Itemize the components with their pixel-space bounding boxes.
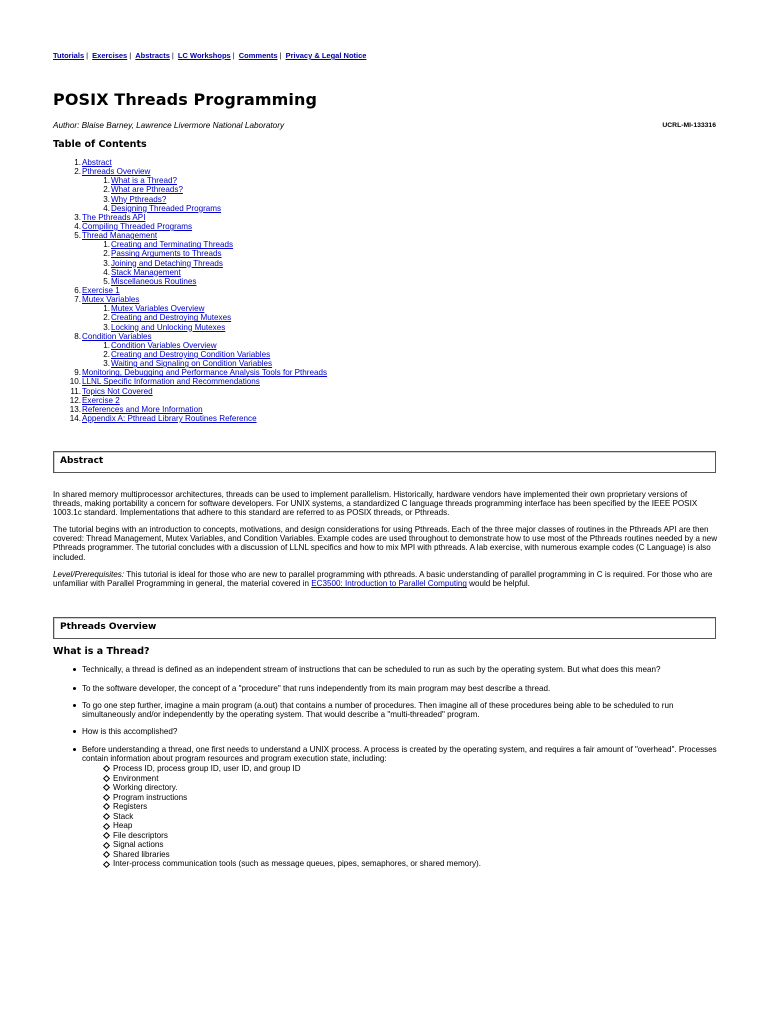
toc-link[interactable]: References and More Information bbox=[82, 404, 203, 414]
toc-subitem bbox=[53, 277, 653, 286]
list-item bbox=[103, 783, 481, 793]
toc-sublink[interactable]: Locking and Unlocking Mutexes bbox=[111, 322, 226, 332]
diamond-bullet-icon bbox=[103, 813, 110, 820]
toc-item bbox=[53, 295, 653, 304]
list-item: How is this accomplished? bbox=[73, 727, 718, 736]
diamond-bullet-icon bbox=[103, 765, 110, 772]
process-info-item: Shared libraries bbox=[113, 849, 170, 859]
toc-sublink[interactable]: Joining and Detaching Threads bbox=[111, 258, 223, 268]
toc-number: 3. bbox=[103, 258, 110, 268]
list-item bbox=[103, 764, 481, 774]
overview-heading: Pthreads Overview bbox=[60, 622, 157, 632]
toc-number: 12. bbox=[69, 395, 81, 405]
bullet-icon bbox=[73, 730, 76, 733]
diamond-bullet-icon bbox=[103, 861, 110, 868]
toc-link[interactable]: Pthreads Overview bbox=[82, 167, 151, 177]
toc-sublink[interactable]: Why Pthreads? bbox=[111, 194, 167, 204]
toc-number: 1. bbox=[74, 158, 81, 167]
document-id: UCRL-MI-133316 bbox=[662, 122, 716, 129]
diamond-bullet-icon bbox=[103, 784, 110, 791]
toc-number: 4. bbox=[103, 203, 110, 213]
toc-item bbox=[53, 332, 653, 341]
toc-item bbox=[53, 377, 653, 386]
nav-link-lc-workshops[interactable]: LC Workshops bbox=[177, 51, 231, 60]
toc-subitem bbox=[53, 240, 653, 249]
toc-item bbox=[53, 396, 653, 405]
toc-sublink[interactable]: Miscellaneous Routines bbox=[111, 276, 197, 286]
toc-subitem bbox=[53, 313, 653, 322]
toc-number: 1. bbox=[103, 340, 110, 350]
nav-separator: | bbox=[232, 51, 235, 60]
toc-number: 7. bbox=[74, 295, 81, 305]
toc-number: 2. bbox=[103, 185, 110, 195]
toc-item bbox=[53, 387, 653, 396]
bullet-icon bbox=[73, 704, 76, 707]
abstract-paragraph-2: The tutorial begins with an introduction to concepts, motivations, and design considerations for using Pthreads. Each of the three major classes of routines in the Pthreads API are then covered: Thread Management, Mutex Variables, and Condition Variables. Example codes are used throughout to demonstrate how to use most of the Pthreads routines needed by a new Pthreads programmer. The tutorial concludes with a discussion of LLNL specifics and how to mix MPI with pthreads. A lab exercise, with numerous example codes (C Language) is also included. bbox=[53, 525, 718, 562]
toc-link[interactable]: Thread Management bbox=[82, 231, 158, 241]
toc-link[interactable]: Topics Not Covered bbox=[82, 386, 153, 396]
toc-number: 2. bbox=[103, 313, 110, 323]
prerequisites-end: would be helpful. bbox=[466, 579, 530, 589]
diamond-bullet-icon bbox=[103, 851, 110, 858]
nav-link-exercises[interactable]: Exercises bbox=[92, 51, 128, 60]
overview-section-header bbox=[53, 617, 716, 639]
toc-number: 3. bbox=[103, 322, 110, 332]
list-item bbox=[103, 774, 481, 784]
abstract-paragraph-1: In shared memory multiprocessor architectures, threads can be used to implement parallelism. Historically, hardware vendors have implemented their own proprietary versions of threads, making portability a concern for software developers. For UNIX systems, a standardized C language threads programming interface has been specified by the IEEE POSIX 1003.1c standard. Implementations that adhere to this standard are referred to as POSIX threads, or Pthreads. bbox=[53, 490, 698, 518]
list-item bbox=[103, 802, 481, 812]
toc-sublink[interactable]: Passing Arguments to Threads bbox=[111, 249, 222, 259]
toc-item bbox=[53, 167, 653, 176]
process-info-item: Process ID, process group ID, user ID, and group ID bbox=[113, 764, 301, 773]
toc-item bbox=[53, 286, 653, 295]
toc-sublink[interactable]: Creating and Terminating Threads bbox=[111, 240, 234, 250]
process-info-item: File descriptors bbox=[113, 830, 168, 840]
list-item bbox=[103, 859, 481, 869]
diamond-bullet-icon bbox=[103, 794, 110, 801]
top-nav bbox=[53, 51, 366, 60]
toc-item bbox=[53, 414, 653, 423]
list-item bbox=[103, 850, 481, 860]
list-item bbox=[103, 840, 481, 850]
nav-separator: | bbox=[171, 51, 174, 60]
nav-separator: | bbox=[279, 51, 282, 60]
abstract-heading: Abstract bbox=[60, 456, 104, 466]
page-title: POSIX Threads Programming bbox=[53, 90, 318, 109]
process-info-list bbox=[103, 764, 481, 869]
toc-subitem bbox=[53, 323, 653, 332]
toc-subitem bbox=[53, 176, 653, 185]
toc-number: 3. bbox=[103, 359, 110, 369]
list-item bbox=[103, 821, 481, 831]
toc-link[interactable]: Monitoring, Debugging and Performance Analysis Tools for Pthreads bbox=[82, 368, 328, 378]
toc-number: 13. bbox=[69, 404, 81, 414]
toc-sublink[interactable]: Creating and Destroying Mutexes bbox=[111, 313, 232, 323]
toc-number: 3. bbox=[103, 194, 110, 204]
toc-number: 2. bbox=[103, 249, 110, 259]
table-of-contents bbox=[53, 158, 653, 423]
what-is-thread-heading: What is a Thread? bbox=[53, 646, 150, 657]
process-info-item: Heap bbox=[113, 821, 133, 831]
toc-subitem bbox=[53, 350, 653, 359]
toc-subitem bbox=[53, 359, 653, 368]
process-info-item: Registers bbox=[113, 802, 148, 812]
process-info-item: Inter-process communication tools (such as message queues, pipes, semaphores, or shared memory). bbox=[113, 859, 481, 869]
toc-number: 4. bbox=[103, 267, 110, 277]
toc-item bbox=[53, 213, 653, 222]
list-item: Before understanding a thread, one first needs to understand a UNIX process. A process is created by the operating system, and requires a fair amount of "overhead". Processes contain information about program resources and program execution state, including: bbox=[73, 745, 718, 763]
ec3500-link[interactable]: EC3500: Introduction to Parallel Computing bbox=[311, 579, 467, 589]
toc-link[interactable]: Exercise 1 bbox=[82, 285, 120, 295]
nav-separator: | bbox=[129, 51, 132, 60]
diamond-bullet-icon bbox=[103, 832, 110, 839]
abstract-section-header bbox=[53, 451, 716, 473]
toc-link[interactable]: Appendix A: Pthread Library Routines Reference bbox=[82, 413, 257, 423]
toc-subitem bbox=[53, 304, 653, 313]
toc-sublink[interactable]: Mutex Variables Overview bbox=[111, 304, 205, 314]
process-info-item: Environment bbox=[113, 773, 159, 783]
toc-number: 4. bbox=[74, 221, 81, 231]
toc-item bbox=[53, 405, 653, 414]
toc-sublink[interactable]: Creating and Destroying Condition Variables bbox=[111, 349, 271, 359]
list-item bbox=[103, 831, 481, 841]
toc-subitem bbox=[53, 268, 653, 277]
toc-number: 3. bbox=[74, 212, 81, 222]
bullet-icon bbox=[73, 748, 76, 751]
toc-number: 2. bbox=[103, 349, 110, 359]
toc-item bbox=[53, 368, 653, 377]
toc-link[interactable]: Abstract bbox=[82, 158, 112, 167]
author-line: Author: Blaise Barney, Lawrence Livermore National Laboratory bbox=[53, 121, 285, 130]
prerequisites-text: This tutorial is ideal for those who are new to parallel programming with pthreads. A basic understanding of parallel programming in C is required. For those who are unfamiliar with Parallel Programming in general, the material covered in bbox=[53, 570, 713, 589]
toc-item bbox=[53, 222, 653, 231]
toc-link[interactable]: Compiling Threaded Programs bbox=[82, 221, 193, 231]
process-info-item: Program instructions bbox=[113, 792, 188, 802]
process-info-item: Signal actions bbox=[113, 840, 164, 850]
abstract-paragraph-3 bbox=[53, 570, 718, 588]
list-item: To go one step further, imagine a main program (a.out) that contains a number of procedures. Then imagine all of these procedures being able to be scheduled to run simultaneously and/or independently by the operating system. That would describe a "multi-threaded" program. bbox=[73, 701, 718, 719]
nav-link-comments[interactable]: Comments bbox=[238, 51, 278, 60]
diamond-bullet-icon bbox=[103, 823, 110, 830]
toc-subitem bbox=[53, 204, 653, 213]
toc-number: 9. bbox=[74, 368, 81, 378]
toc-number: 10. bbox=[69, 377, 81, 387]
nav-link-privacy[interactable]: Privacy & Legal Notice bbox=[285, 51, 367, 60]
diamond-bullet-icon bbox=[103, 803, 110, 810]
toc-sublink[interactable]: Stack Management bbox=[111, 267, 181, 277]
prerequisites-label: Level/Prerequisites: bbox=[53, 570, 125, 579]
toc-sublink[interactable]: Waiting and Signaling on Condition Variables bbox=[111, 359, 273, 369]
nav-link-abstracts[interactable]: Abstracts bbox=[135, 51, 170, 60]
toc-sublink[interactable]: Condition Variables Overview bbox=[111, 340, 217, 350]
toc-number: 11. bbox=[70, 386, 81, 396]
toc-subitem bbox=[53, 249, 653, 258]
toc-item bbox=[53, 158, 653, 167]
toc-link[interactable]: LLNL Specific Information and Recommendations bbox=[82, 377, 260, 387]
toc-number: 5. bbox=[74, 231, 81, 241]
toc-item bbox=[53, 231, 653, 240]
toc-number: 2. bbox=[74, 167, 81, 177]
toc-number: 1. bbox=[103, 240, 110, 250]
list-item bbox=[103, 793, 481, 803]
diamond-bullet-icon bbox=[103, 775, 110, 782]
toc-number: 5. bbox=[103, 276, 110, 286]
toc-number: 14. bbox=[69, 413, 81, 423]
list-item: Technically, a thread is defined as an independent stream of instructions that can be scheduled to run as such by the operating system. But what does this mean? bbox=[73, 665, 718, 674]
process-info-item: Working directory. bbox=[113, 783, 178, 793]
nav-link-tutorials[interactable]: Tutorials bbox=[53, 51, 85, 60]
toc-link[interactable]: Condition Variables bbox=[82, 331, 152, 341]
process-info-item: Stack bbox=[113, 811, 134, 821]
toc-number: 1. bbox=[103, 176, 110, 186]
toc-link[interactable]: Mutex Variables bbox=[82, 295, 140, 305]
bullet-icon bbox=[73, 668, 76, 671]
toc-sublink[interactable]: What is a Thread? bbox=[111, 176, 177, 186]
toc-heading: Table of Contents bbox=[53, 139, 147, 150]
toc-number: 8. bbox=[74, 331, 81, 341]
toc-sublink[interactable]: What are Pthreads? bbox=[111, 185, 183, 195]
toc-link[interactable]: The Pthreads API bbox=[82, 212, 146, 222]
toc-subitem bbox=[53, 195, 653, 204]
toc-subitem bbox=[53, 259, 653, 268]
list-item bbox=[103, 812, 481, 822]
toc-number: 6. bbox=[74, 285, 81, 295]
list-item: To the software developer, the concept of a "procedure" that runs independently from its main program may best describe a thread. bbox=[73, 684, 718, 693]
bullet-icon bbox=[73, 687, 76, 690]
toc-subitem bbox=[53, 185, 653, 194]
diamond-bullet-icon bbox=[103, 842, 110, 849]
toc-sublink[interactable]: Designing Threaded Programs bbox=[111, 203, 222, 213]
toc-number: 1. bbox=[103, 304, 110, 314]
toc-subitem bbox=[53, 341, 653, 350]
nav-separator: | bbox=[86, 51, 89, 60]
toc-link[interactable]: Exercise 2 bbox=[82, 395, 120, 405]
